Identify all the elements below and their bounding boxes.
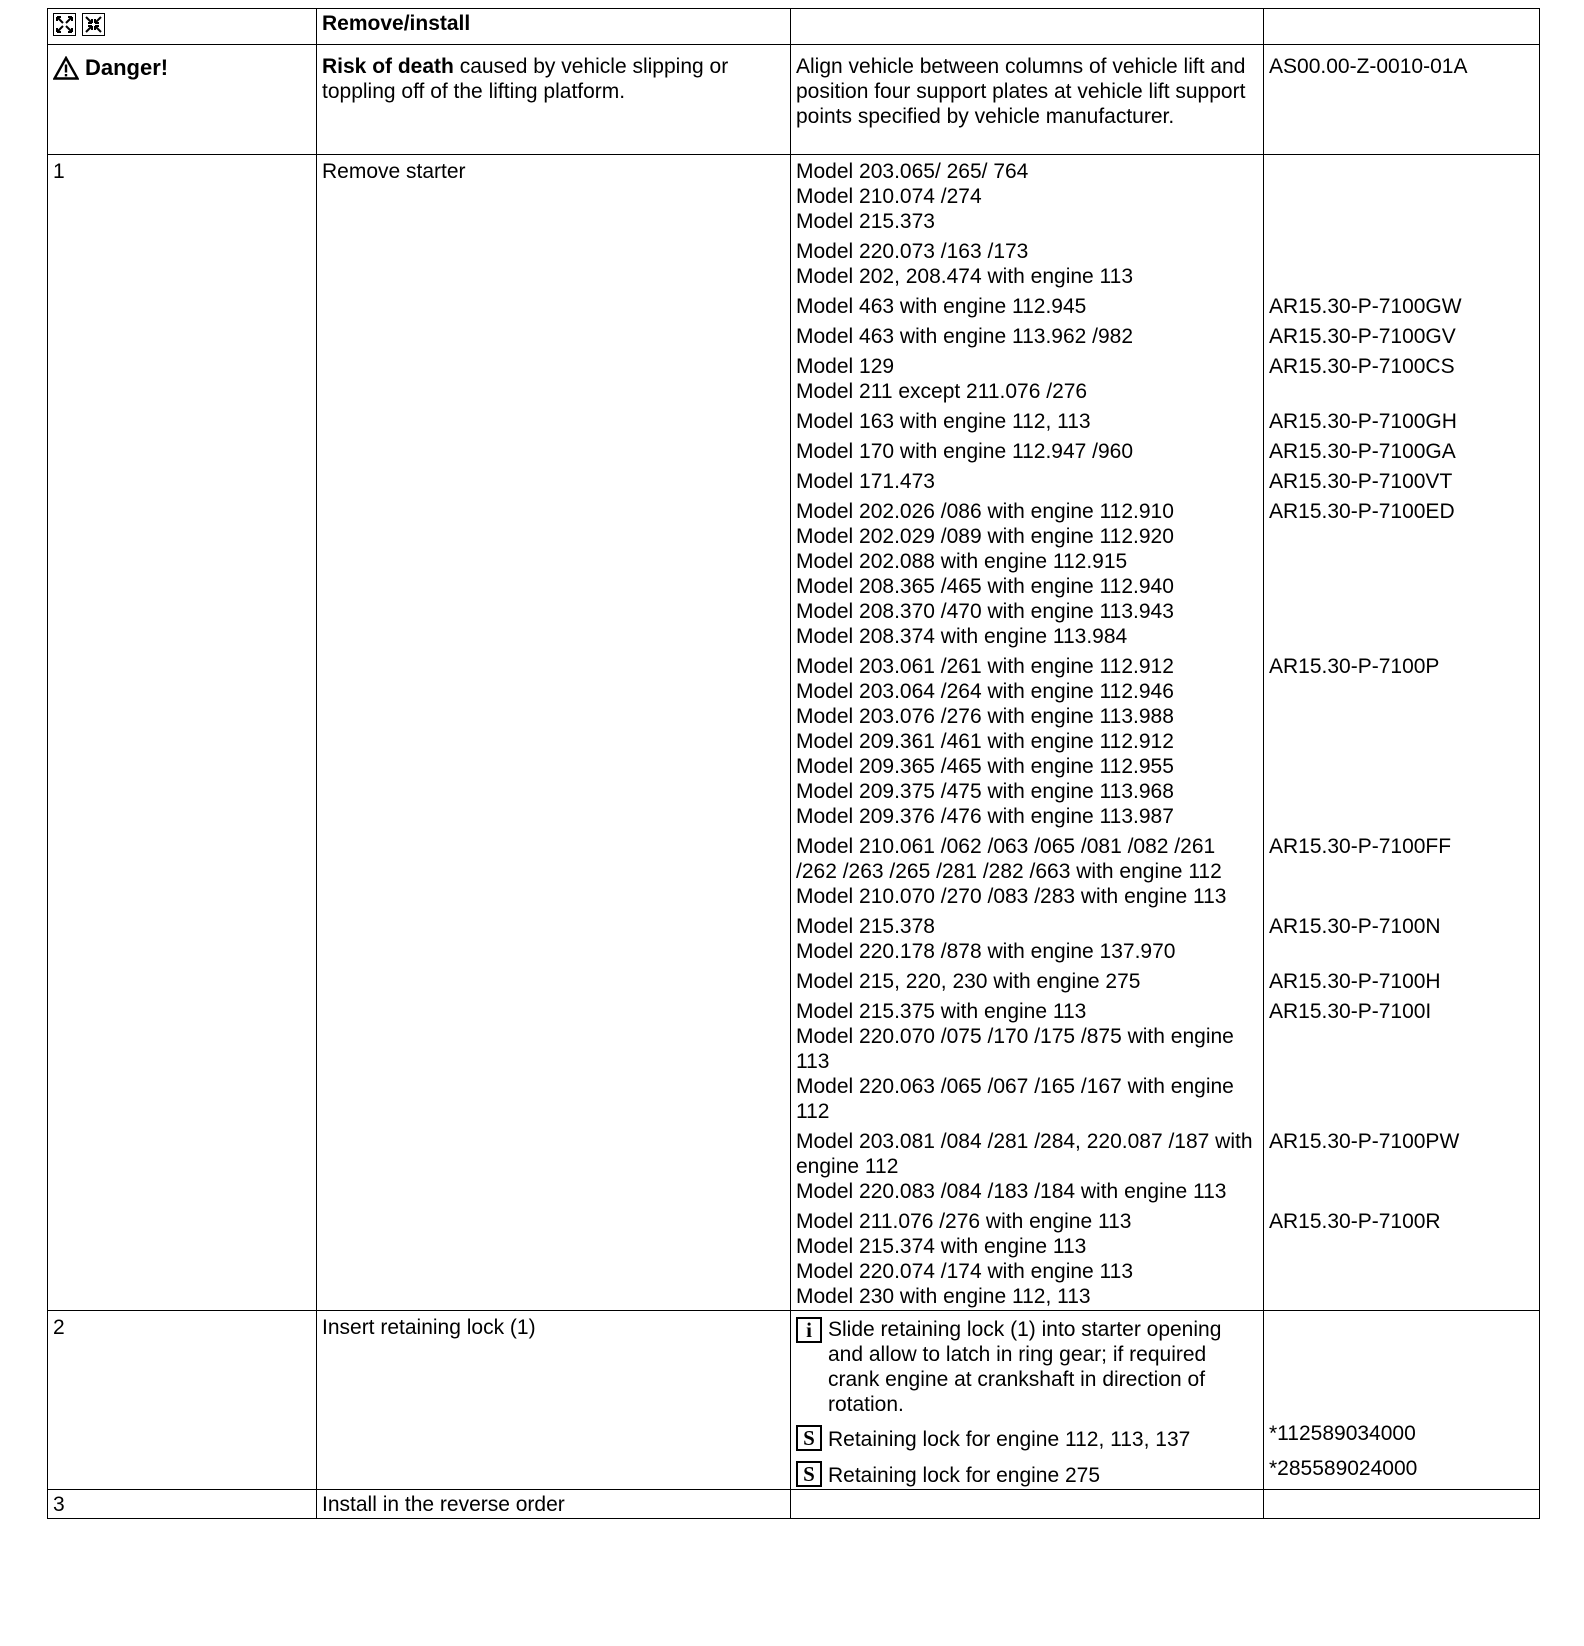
document-code[interactable]: AR15.30-P-7100GH [1269, 410, 1457, 433]
danger-label-cell [48, 45, 317, 155]
header-icons-cell [48, 9, 317, 45]
document-code [1269, 159, 1534, 234]
step-codes-cell [1264, 1311, 1540, 1490]
model-group [796, 1129, 1258, 1204]
model-line: Model 210.074 /274 [796, 185, 982, 208]
procedure-table [47, 8, 1540, 1519]
step-number: 3 [48, 1490, 317, 1519]
document-code[interactable]: AR15.30-P-7100ED [1269, 500, 1455, 523]
model-line: Model 209.361 /461 with engine 112.912 [796, 730, 1174, 753]
step-codes-cell [1264, 155, 1540, 1311]
model-line: Model 210.061 /062 /063 /065 /081 /082 /261 /262 /263 /265 /281 /282 /663 with engine 112 [796, 835, 1222, 883]
model-line: Model 220.063 /065 /067 /165 /167 with engine 112 [796, 1075, 1234, 1123]
model-group [796, 294, 1258, 319]
model-line: Model 208.365 /465 with engine 112.940 [796, 575, 1174, 598]
document-code[interactable]: AR15.30-P-7100GA [1269, 440, 1456, 463]
model-line: Model 203.081 /084 /281 /284, 220.087 /187 with engine 112 [796, 1130, 1253, 1178]
model-line: Model 203.064 /264 with engine 112.946 [796, 680, 1174, 703]
model-group [796, 354, 1258, 404]
model-line: Model 163 with engine 112, 113 [796, 410, 1091, 433]
step-row [48, 1311, 1540, 1490]
header-title: Remove/install [317, 9, 791, 45]
special-tool-icon: S [796, 1425, 822, 1451]
model-group [796, 654, 1258, 829]
document-code[interactable]: AR15.30-P-7100PW [1269, 1130, 1460, 1153]
model-line: Model 202.088 with engine 112.915 [796, 550, 1128, 573]
model-group [796, 439, 1258, 464]
step-number: 1 [48, 155, 317, 1311]
model-group [796, 969, 1258, 994]
document-code[interactable]: AR15.30-P-7100H [1269, 970, 1441, 993]
danger-instruction-cell: Align vehicle between columns of vehicle lift and position four support plates at vehicle lift support points specified by vehicle manufacturer. [791, 45, 1264, 155]
header-empty-cell [791, 9, 1264, 45]
model-group [796, 409, 1258, 434]
model-line: Model 203.061 /261 with engine 112.912 [796, 655, 1174, 678]
model-line: Model 210.070 /270 /083 /283 with engine 113 [796, 885, 1227, 908]
model-line: Model 129 [796, 355, 895, 378]
model-line: Model 463 with engine 112.945 [796, 295, 1087, 318]
document-code [1269, 239, 1534, 289]
model-line: Model 202, 208.474 with engine 113 [796, 265, 1134, 288]
step-row [48, 155, 1540, 1311]
model-group [796, 999, 1258, 1124]
document-code[interactable]: AR15.30-P-7100FF [1269, 835, 1452, 858]
model-group [796, 914, 1258, 964]
risk-text: caused by vehicle slipping or toppling off of the lifting platform. [322, 55, 729, 103]
header-empty-cell [1264, 9, 1540, 45]
model-line: Model 202.026 /086 with engine 112.910 [796, 500, 1174, 523]
model-line: Model 215.374 with engine 113 [796, 1235, 1087, 1258]
step-number: 2 [48, 1311, 317, 1490]
step-action: Remove starter [317, 155, 791, 1311]
model-line: Model 220.074 /174 with engine 113 [796, 1260, 1134, 1283]
header-row [48, 9, 1540, 45]
model-line: Model 215, 220, 230 with engine 275 [796, 970, 1141, 993]
model-line: Model 220.073 /163 /173 [796, 240, 1029, 263]
model-line: Model 203.076 /276 with engine 113.988 [796, 705, 1174, 728]
document-code[interactable]: AR15.30-P-7100GV [1269, 325, 1456, 348]
model-group [796, 159, 1258, 234]
model-line: Model 463 with engine 113.962 /982 [796, 325, 1134, 348]
danger-label: Danger! [85, 55, 169, 80]
document-code[interactable]: AR15.30-P-7100P [1269, 655, 1440, 678]
step-models-cell [791, 155, 1264, 1311]
danger-risk-cell [317, 45, 791, 155]
info-icon: i [796, 1317, 828, 1343]
model-group [796, 239, 1258, 289]
model-line: Model 209.365 /465 with engine 112.955 [796, 755, 1174, 778]
model-line: Model 209.376 /476 with engine 113.987 [796, 805, 1174, 828]
model-group [796, 469, 1258, 494]
model-line: Model 211.076 /276 with engine 113 [796, 1210, 1132, 1233]
expand-all-icon[interactable] [53, 13, 76, 36]
document-code[interactable]: AR15.30-P-7100N [1269, 915, 1441, 938]
tool-line [796, 1461, 1258, 1488]
warning-triangle-icon [53, 56, 79, 80]
model-line: Model 220.083 /084 /183 /184 with engine 113 [796, 1180, 1227, 1203]
model-line: Model 170 with engine 112.947 /960 [796, 440, 1134, 463]
model-group [796, 499, 1258, 649]
tool-code[interactable]: *112589034000 [1269, 1422, 1416, 1445]
model-line: Model 208.370 /470 with engine 113.943 [796, 600, 1174, 623]
tool-text: Retaining lock for engine 275 [828, 1464, 1101, 1487]
model-line: Model 215.373 [796, 210, 935, 233]
model-line: Model 208.374 with engine 113.984 [796, 625, 1128, 648]
step-notes-cell [791, 1311, 1264, 1490]
document-code[interactable]: AR15.30-P-7100VT [1269, 470, 1453, 493]
danger-code-cell[interactable]: AS00.00-Z-0010-01A [1264, 45, 1540, 155]
model-line: Model 215.378 [796, 915, 935, 938]
info-text: Slide retaining lock (1) into starter opening and allow to latch in ring gear; if required crank engine at crankshaft in direction of rotation. [828, 1318, 1222, 1416]
model-line: Model 211 except 211.076 /276 [796, 380, 1088, 403]
model-group [796, 1209, 1258, 1309]
special-tool-icon: S [796, 1461, 822, 1487]
collapse-all-icon[interactable] [82, 13, 105, 36]
model-line: Model 209.375 /475 with engine 113.968 [796, 780, 1174, 803]
model-line: Model 215.375 with engine 113 [796, 1000, 1087, 1023]
step-action: Insert retaining lock (1) [317, 1311, 791, 1490]
model-line: Model 171.473 [796, 470, 935, 493]
model-group [796, 834, 1258, 909]
model-line: Model 203.065/ 265/ 764 [796, 160, 1029, 183]
step-empty-cell [791, 1490, 1264, 1519]
step-row [48, 1490, 1540, 1519]
document-code[interactable]: AR15.30-P-7100GW [1269, 295, 1462, 318]
step-action: Install in the reverse order [317, 1490, 791, 1519]
document-code[interactable]: AR15.30-P-7100CS [1269, 355, 1455, 378]
model-group [796, 324, 1258, 349]
document-code[interactable]: AR15.30-P-7100I [1269, 1000, 1432, 1023]
document-code[interactable]: AR15.30-P-7100R [1269, 1210, 1441, 1233]
model-line: Model 230 with engine 112, 113 [796, 1285, 1091, 1308]
step-empty-cell [1264, 1490, 1540, 1519]
tool-text: Retaining lock for engine 112, 113, 137 [828, 1428, 1191, 1451]
tool-line [796, 1425, 1258, 1452]
model-line: Model 220.178 /878 with engine 137.970 [796, 940, 1176, 963]
model-line: Model 220.070 /075 /170 /175 /875 with engine 113 [796, 1025, 1234, 1073]
model-line: Model 202.029 /089 with engine 112.920 [796, 525, 1174, 548]
tool-code[interactable]: *285589024000 [1269, 1457, 1418, 1480]
risk-bold-text: Risk of death [322, 55, 454, 78]
danger-row [48, 45, 1540, 155]
